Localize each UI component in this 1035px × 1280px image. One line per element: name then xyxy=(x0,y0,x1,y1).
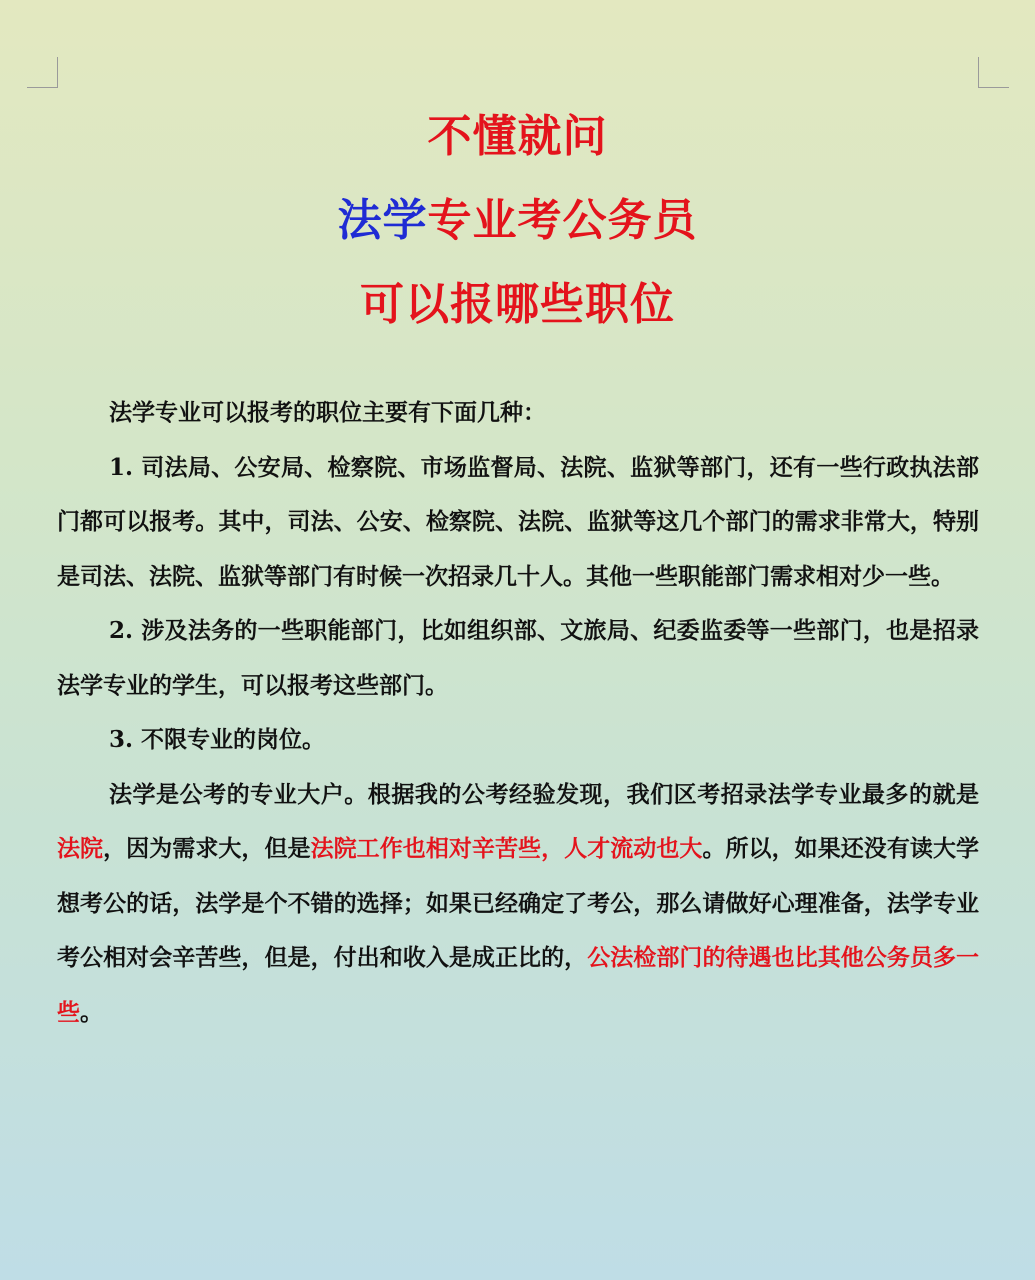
article-body xyxy=(57,386,979,1040)
item-3-paragraph: 3. 不限专业的岗位。 xyxy=(109,726,326,753)
item-2-paragraph: 2. 涉及法务的一些职能部门，比如组织部、文旅局、纪委监委等一些部门，也是招录法学专业的学生，可以报考这些部门。 xyxy=(57,617,979,699)
page-corner-mark-top-right xyxy=(978,57,1009,88)
conclusion-text-4: 。 xyxy=(80,998,103,1026)
title-line-3: 可以报哪些职位 xyxy=(360,279,675,330)
title-block xyxy=(0,95,1035,347)
conclusion-text-2: ，因为需求大，但是 xyxy=(103,835,311,862)
title-line-1: 不懂就问 xyxy=(427,111,608,162)
page-corner-mark-top-left xyxy=(27,57,58,88)
title-line-2-rest: 专业考公务员 xyxy=(427,195,698,246)
item-1-paragraph: 1. 司法局、公安局、检察院、市场监督局、法院、监狱等部门，还有一些行政执法部门都可以报考。其中，司法、公安、检察院、法院、监狱等这几个部门的需求非常大，特别是司法、法院、监狱等部门有时候一次招录几十人。其他一些职能部门需求相对少一些。 xyxy=(57,453,979,590)
conclusion-paragraph xyxy=(57,768,979,1041)
conclusion-text-3: 。所以，如果还没有读大学想考公的话，法学是个不错的选择；如果已经确定了考公，那么请做好心理准备，法学专业考公相对会辛苦些，但是，付出和收入是成正比的， xyxy=(57,835,980,971)
highlight-court: 法院 xyxy=(57,835,104,862)
conclusion-text-1: 法学是公考的专业大户。根据我的公考经验发现，我们区考招录法学专业最多的就是 xyxy=(109,780,979,808)
title-line-2 xyxy=(0,179,1035,263)
intro-paragraph: 法学专业可以报考的职位主要有下面几种： xyxy=(109,399,546,426)
highlight-benefits: 公法检部门的待遇也比其他公务员多一些 xyxy=(57,944,980,1026)
highlight-court-hardship: 法院工作也相对辛苦些，人才流动也大 xyxy=(310,835,703,862)
title-highlight-law: 法学 xyxy=(337,195,428,246)
